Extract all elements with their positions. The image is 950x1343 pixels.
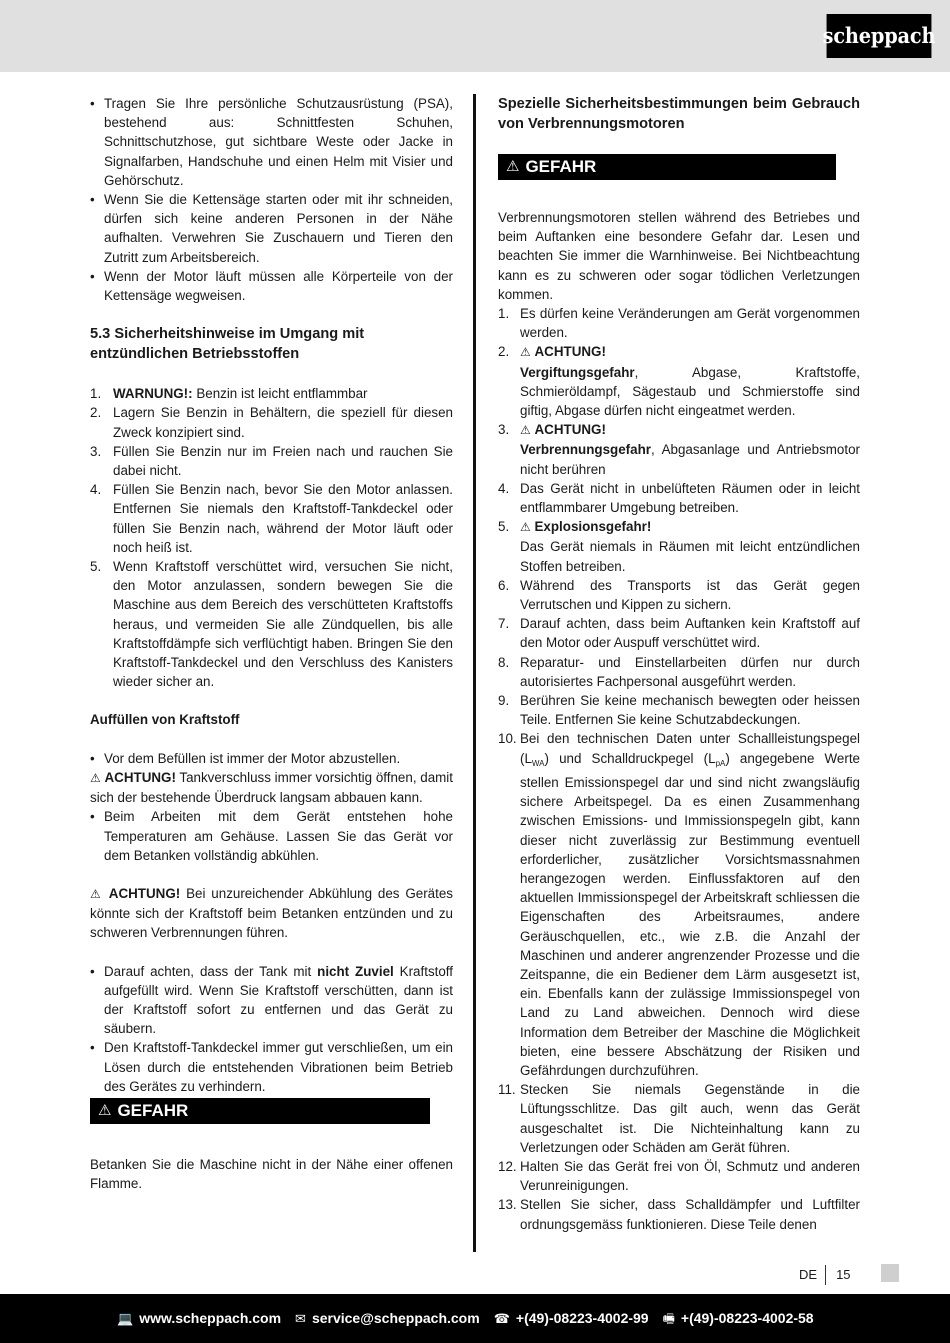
warning-icon: ⚠	[520, 423, 531, 438]
refuel-bullets-1	[90, 749, 453, 768]
list-item: • Beim Arbeiten mit dem Gerät entstehen hohe Temperaturen am Gehäuse. Lassen Sie das Gerät vor dem Betanken vollständig abkühlen.	[90, 807, 453, 865]
warning-icon: ⚠	[90, 886, 103, 901]
list-item: 2. Lagern Sie Benzin in Behältern, die speziell für diesen Zweck konzipiert sind.	[90, 405, 453, 440]
list-item: • Darauf achten, dass der Tank mit nicht Zuviel Kraftstoff aufgefüllt wird. Wenn Sie Kraftstoff verschütten, dann ist der Kraftstoff sofort zu entfernen und das Gerät zu säubern.	[90, 962, 453, 1039]
column-divider	[473, 94, 476, 1252]
footer-fax: 🖷 +(49)-08223-4002-58	[663, 1309, 814, 1328]
section-title: 5.3 Sicherheitshinweise im Umgang mit entzündlichen Betriebsstoffen	[90, 326, 365, 363]
list-item: 10. Bei den technischen Daten unter Schallleistungspegel $(L_{WA})$ und Schalldruckpegel $(L_{pA})$ angegebene Werte stellen Emissionspegel dar und sind nicht zwangsläufig sichere Arbeitspegel. Da es einen Zusammenhang zwischen Emissions- und Immissionspegeln gibt, kann dieser nicht zuverlässig zur Bestimmung eventuell erforderlicher, zusätzlicher Vorsichtsmassnahmen herangezogen werden. Einflussfaktoren auf den aktuellen Immissionspegel der Arbeitskraft schliessen die Eigenschaften des Arbeitsraumes, andere Geräuschquellen, etc., wie z.B. die Anzahl der Maschinen und anderer angrenzender Prozesse und die Zeitspanne, die ein Bediener dem Lärm ausgesetzt ist, ein. Ebenfalls kann der zulässige Immissionspegel von Land zu Land abweichen. Dennoch wird diese Information dem Betreiber der Maschine die Möglichkeit bieten, eine bessere Abschätzung der Risiken und Gefährdungen durchzuführen.	[498, 731, 860, 1078]
list-item: 11. Stecken Sie niemals Gegenstände in die Lüftungsschlitze. Das gilt auch, wenn das Gerät ausgeschaltet ist. Die Nichteinhaltung kann zu Verletzungen oder Schäden am Gerät führen.	[498, 1082, 860, 1155]
list-item: • Vor dem Befüllen ist immer der Motor abzustellen.	[90, 749, 453, 768]
list-item: • Wenn der Motor läuft müssen alle Körperteile von der Kettensäge wegweisen.	[90, 267, 453, 305]
ppe-bullets	[90, 94, 453, 305]
footer-phone[interactable]: ☎ +(49)-08223-4002-99	[494, 1309, 649, 1328]
list-item: 4. Füllen Sie Benzin nach, bevor Sie den Motor anlassen. Entfernen Sie niemals den Kraftstoff-Tankdeckel oder füllen Sie Benzin nach, während der Motor läuft oder noch heiß ist.	[90, 482, 453, 555]
list-item: 1. Es dürfen keine Veränderungen am Gerät vorgenommen werden.	[498, 306, 860, 341]
intro-paragraph: Verbrennungsmotoren stellen während des Betriebes und beim Auftanken eine besondere Gefahr dar. Lesen und beachten Sie immer die Warnhinweise. Bei Nichtbeachtung kann es zu schweren oder sogar tödlichen Verletzungen kommen.	[498, 210, 860, 302]
engine-safety-list	[498, 304, 860, 1234]
footer-bar	[0, 1294, 950, 1343]
list-item: 2. ⚠ ACHTUNG! Vergiftungsgefahr, Abgase, Kraftstoffe, Schmieröldampf, Sägestaub und Schmierstoffe sind giftig, Abgase dürfen nicht eingeatmet werden.	[498, 344, 860, 419]
list-item: 5. ⚠ Explosionsgefahr! Das Gerät niemals in Räumen mit leicht entzündlichen Stoffen betreiben.	[498, 519, 860, 574]
list-item: 12. Halten Sie das Gerät frei von Öl, Schmutz und anderen Verunreinigungen.	[498, 1158, 860, 1194]
fax-icon: 🖷	[662, 1310, 675, 1326]
refuel-bullets-2	[90, 807, 453, 865]
page-marker	[881, 1264, 899, 1282]
warning-icon: ⚠	[520, 520, 531, 535]
page-number: 15	[836, 1267, 851, 1283]
warning-icon: ⚠	[520, 345, 531, 360]
refuel-bullets-3	[90, 962, 453, 1096]
list-item: 13. Stellen Sie sicher, dass Schalldämpfer und Luftfilter ordnungsgemäss funktionieren. Diese Teile denen	[498, 1197, 860, 1232]
list-item: 6. Während des Transports ist das Gerät gegen Verrutschen und Kippen zu sichern.	[498, 577, 860, 613]
danger-text: Betanken Sie die Maschine nicht in der Nähe einer offenen Flamme.	[90, 1156, 453, 1192]
list-item: • Tragen Sie Ihre persönliche Schutzausrüstung (PSA), bestehend aus: Schnittfesten Schuhen, Schnittschutzhose, gut sichtbare Weste oder Jacke in Signalfarben, Handschuhe und einen Helm mit Visier und Gehörschutz.	[90, 94, 453, 190]
list-item: 3. ⚠ ACHTUNG! Verbrennungsgefahr, Abgasanlage und Antriebsmotor nicht berühren	[498, 422, 860, 477]
section-title: Spezielle Sicherheitsbestimmungen beim Gebrauch von Verbrennungsmotoren	[498, 96, 860, 132]
danger-banner: ⚠ GEFAHR	[498, 154, 836, 180]
caution-paragraph-2: ⚠ ACHTUNG! Bei unzureichender Abkühlung des Gerätes könnte sich der Kraftstoff beim Betanken entzünden und zu schweren Verbrennungen führen.	[90, 885, 453, 941]
phone-icon: ☎	[493, 1310, 510, 1326]
list-item: 3. Füllen Sie Benzin nur im Freien nach und rauchen Sie dabei nicht.	[90, 443, 453, 479]
footer-email[interactable]: ✉ service@scheppach.com	[295, 1309, 480, 1328]
footer-website[interactable]: 💻 www.scheppach.com	[117, 1309, 281, 1328]
right-column	[498, 94, 860, 1234]
list-item: 4. Das Gerät nicht in unbelüfteten Räumen oder in leicht entflammbarer Umgebung betreiben.	[498, 480, 860, 516]
list-item: 5. Wenn Kraftstoff verschüttet wird, versuchen Sie nicht, den Motor anzulassen, sondern bewegen Sie die Maschine aus dem Bereich des verschütteten Kraftstoffs heraus, und vermeiden Sie alle Zündquellen, bis alle Kraftstoffdämpfe sich verflüchtigt haben. Bringen Sie den Kraftstoff-Tankdeckel und den Verschluss des Kanisters wieder sicher an.	[90, 559, 453, 690]
language-code: DE	[799, 1265, 826, 1284]
refuel-title: Auffüllen von Kraftstoff	[90, 712, 240, 728]
caution-paragraph-1: ⚠ ACHTUNG! Tankverschluss immer vorsichtig öffnen, damit sich der bestehende Überdruck langsam abbauen kann.	[90, 769, 454, 806]
list-item: 7. Darauf achten, dass beim Auftanken kein Kraftstoff auf den Motor oder Auspuff verschüttet wird.	[498, 616, 860, 651]
mail-icon: ✉	[295, 1310, 306, 1326]
left-column	[90, 94, 453, 1193]
warning-icon: ⚠	[90, 770, 101, 785]
list-item: 1. WARNUNG!: Benzin ist leicht entflammbar	[90, 386, 368, 402]
danger-banner: ⚠ GEFAHR	[90, 1098, 430, 1124]
header-bar	[0, 0, 950, 72]
list-item: • Wenn Sie die Kettensäge starten oder mit ihr schneiden, dürfen sich keine anderen Personen in der Nähe aufhalten. Verwehren Sie Zuschauern und Tieren den Zutritt zum Arbeitsbereich.	[90, 190, 453, 267]
list-item: • Den Kraftstoff-Tankdeckel immer gut verschließen, um ein Lösen durch die entstehenden Vibrationen beim Betrieb des Gerätes zu verhindern.	[90, 1038, 453, 1096]
page-number-block	[799, 1264, 851, 1286]
fuel-safety-list	[90, 384, 453, 691]
warning-icon: ⚠	[506, 158, 520, 176]
computer-icon: 💻	[117, 1310, 134, 1326]
warning-icon: ⚠	[98, 1102, 112, 1120]
scheppach-logo: scheppach	[827, 14, 932, 58]
list-item: 8. Reparatur- und Einstellarbeiten dürfen nur durch autorisiertes Fachpersonal ausgeführt werden.	[498, 654, 860, 689]
list-item: 9. Berühren Sie keine mechanisch bewegten oder heissen Teile. Entfernen Sie keine Schutzabdeckungen.	[498, 693, 860, 728]
